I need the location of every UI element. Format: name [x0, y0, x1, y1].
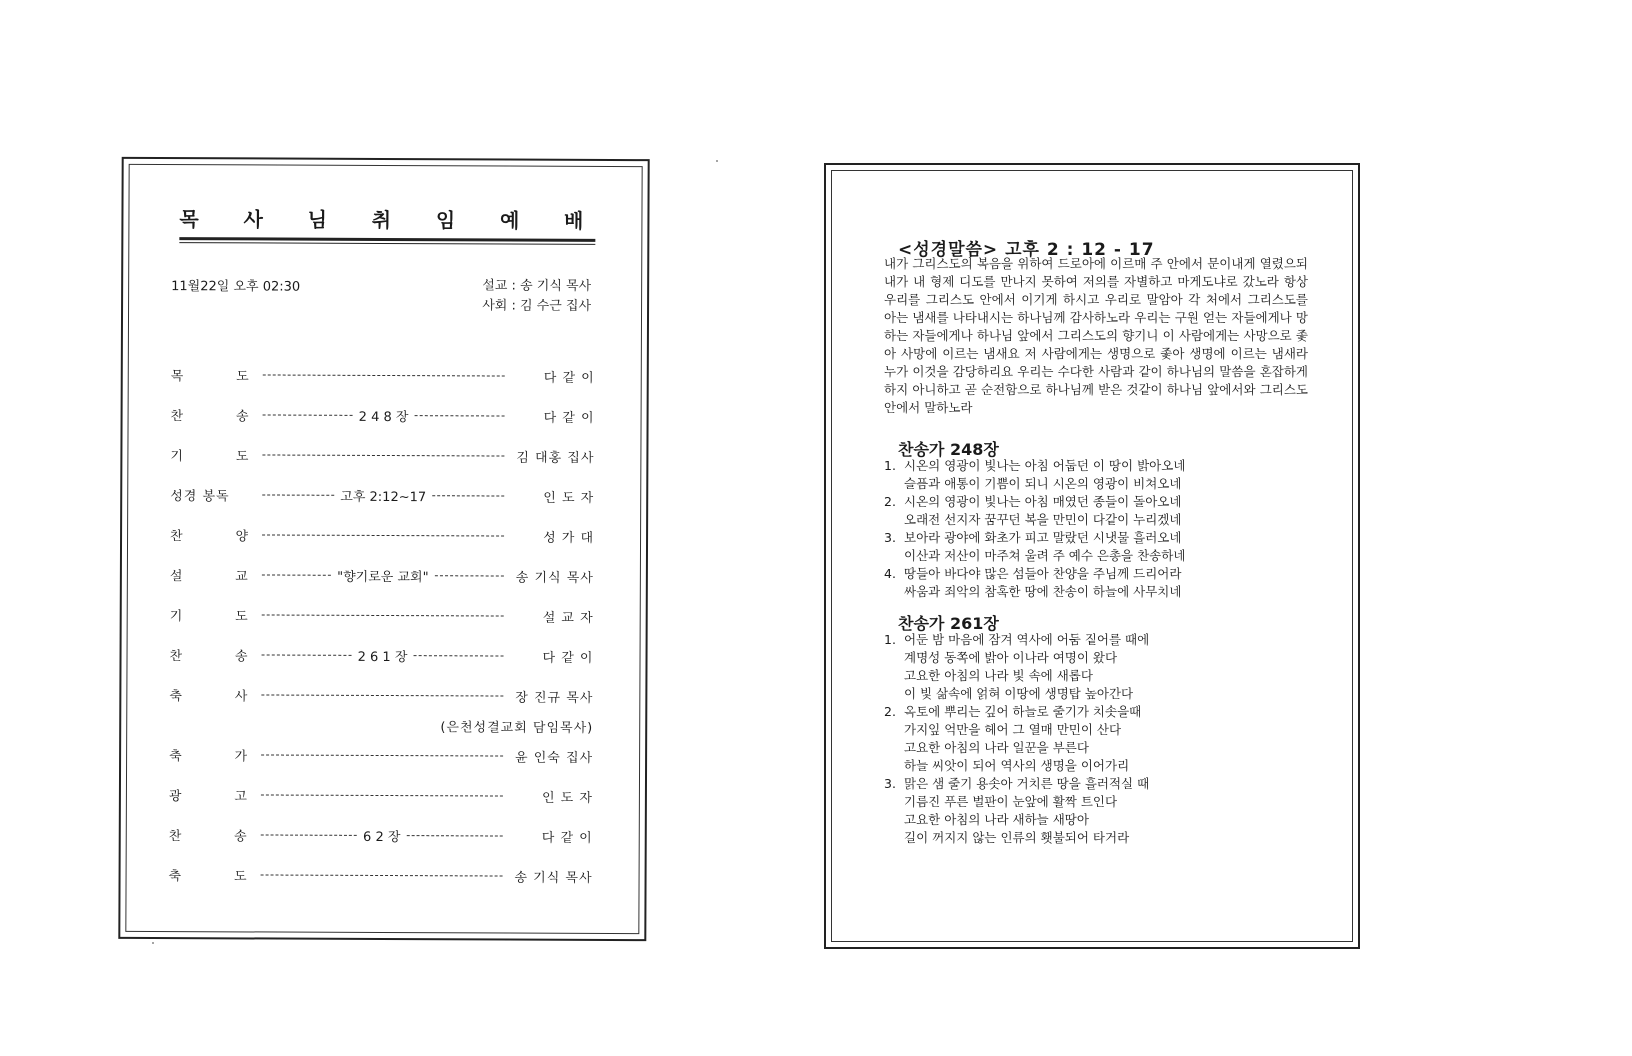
title-underline-thin — [179, 242, 595, 245]
order-item — [171, 405, 257, 424]
order-detail: 2 4 8 장 — [358, 409, 409, 425]
order-leader: 다 같 이 — [541, 830, 593, 846]
preacher: 설교 : 송 기식 목사 — [482, 278, 592, 294]
order-item-label: 성경 봉독 — [170, 488, 230, 504]
dotted-leader — [261, 645, 503, 665]
lyric-line: 시온의 영광이 빛나는 아침 매였던 종들이 돌아오네 — [904, 494, 1182, 509]
order-item-label: 찬 — [168, 828, 182, 844]
order-item-label: 도 — [235, 608, 248, 624]
order-row — [169, 634, 593, 676]
lyric-line: 계명성 동쪽에 밝아 이나라 여명이 왔다 — [904, 650, 1118, 665]
lyric-line: 고요한 아침의 나라 새하늘 새땅아 — [904, 812, 1089, 827]
order-item — [169, 785, 255, 804]
dotted-leader — [262, 565, 504, 585]
lyric-line: 길이 꺼지지 않는 인류의 횃불되어 타거라 — [904, 830, 1130, 845]
order-row — [171, 354, 595, 396]
scripture-text: 내가 그리스도의 복음을 위하여 드로아에 이르매 주 안에서 문이내게 열렸으되 내가 내 형제 디도를 만나지 못하여 저의를 자별하고 마게도냐로 갔노라 항상 우리를 그리스도 안에서 이기게 하시고 우리로 말암아 각 처에서 그리스도를 아는 냄새를 나타내시는 하나님께 감사하노라 우리는 구원 얻는 자들에게나 망하는 자들에게나 하나님 앞에서 그리스도의 향기니 이 사람에게는 사망으로 좇아 사망에 이르는 냄새요 저 사람에게는 생명으로 좇아 생명에 이르는 냄새라 누가 이것을 감당하리요 우리는 수다한 사람과 같이 하나님의 말씀을 혼잡하게 하지 아니하고 곧 순전함으로 하나님께 받은 것같이 하나님 앞에서와 그리스도 안에서 말하노라 — [884, 256, 1308, 415]
order-leader: 인 도 자 — [543, 490, 595, 506]
order-row — [170, 434, 594, 476]
scripture-title: <성경말씀> 고후 2 : 12 - 17 — [898, 240, 1155, 260]
order-detail: "향기로운 교회" — [337, 569, 429, 585]
order-row — [170, 394, 594, 436]
verse-number: 2. — [884, 494, 896, 509]
order-leader: 다 같 이 — [543, 370, 595, 386]
order-row — [170, 514, 594, 556]
order-row — [168, 854, 592, 896]
lyric-line: 고요한 아침의 나라 일꾼을 부른다 — [904, 740, 1089, 755]
order-row — [170, 474, 594, 516]
order-leader: 다 같 이 — [543, 410, 595, 426]
scan-speck — [716, 160, 718, 162]
hymn-248-title: 찬송가 248장 — [898, 440, 999, 459]
lyric-line: 땅들아 바다야 많은 섬들아 찬양을 주님께 드리어라 — [904, 566, 1182, 581]
dotted-leader — [261, 694, 503, 696]
title-char: 목 — [179, 207, 201, 232]
title-underline — [179, 237, 595, 242]
title-char: 배 — [564, 208, 586, 233]
title-char: 예 — [499, 208, 522, 233]
order-item-label: 목 — [170, 368, 184, 384]
order-row — [169, 734, 593, 776]
order-detail: 6 2 장 — [363, 829, 401, 845]
order-item — [170, 605, 256, 624]
presider: 사회 : 김 수근 집사 — [482, 298, 592, 314]
order-detail: 2 6 1 장 — [357, 649, 408, 665]
order-item — [170, 485, 256, 504]
order-leader: 윤 인숙 집사 — [514, 750, 594, 766]
verse-number: 1. — [884, 632, 896, 647]
lyric-line: 하늘 씨앗이 되어 역사의 생명을 이어가리 — [904, 758, 1130, 773]
order-item — [170, 445, 256, 464]
order-leader: 송 기식 목사 — [515, 570, 594, 586]
lyric-line: 시온의 영광이 빛나는 아침 어둡던 이 땅이 밝아오네 — [904, 458, 1186, 473]
lyric-line: 보아라 광야에 화초가 피고 말랐던 시냇물 흘러오네 — [904, 530, 1182, 545]
hymn-261-title: 찬송가 261장 — [898, 614, 999, 633]
page-title — [179, 203, 585, 234]
order-detail: 고후 2:12~17 — [340, 489, 427, 505]
order-item-label: 도 — [233, 868, 247, 884]
hymn-verse — [884, 631, 1324, 703]
order-item-label: 축 — [169, 688, 182, 704]
scripture-hymn-page — [824, 163, 1360, 949]
dotted-leader — [262, 485, 504, 505]
order-item-label: 사 — [234, 688, 248, 704]
order-item-label: 송 — [235, 408, 249, 424]
verse-number: 3. — [884, 776, 896, 791]
dotted-leader — [261, 754, 503, 756]
order-leader: 장 진규 목사 — [515, 690, 594, 706]
order-row — [169, 814, 593, 856]
order-item-label: 도 — [236, 368, 249, 384]
dotted-leader — [263, 405, 505, 425]
lyric-line: 가지잎 억만을 헤어 그 열매 만민이 산다 — [904, 722, 1122, 737]
service-date: 11월22일 오후 02:30 — [171, 279, 301, 295]
title-char: 님 — [307, 207, 330, 232]
dotted-leader — [263, 374, 505, 376]
order-item — [169, 865, 255, 884]
title-char: 취 — [371, 207, 394, 233]
lyric-line: 기름진 푸른 벌판이 눈앞에 활짝 트인다 — [904, 794, 1118, 809]
order-item — [169, 745, 255, 764]
order-leader: 인 도 자 — [541, 790, 593, 806]
order-item-label: 찬 — [169, 648, 183, 664]
order-row — [170, 594, 594, 636]
order-item-label: 고 — [234, 788, 247, 804]
order-leader: 설 교 자 — [542, 610, 594, 626]
lyric-line: 맑은 샘 줄기 용솟아 거치른 땅을 흘러적실 때 — [904, 776, 1150, 791]
order-leader-note: (은천성결교회 담임목사) — [440, 719, 594, 736]
order-row-note — [169, 714, 593, 736]
order-item — [169, 825, 255, 844]
order-item-label: 기 — [169, 608, 183, 624]
order-leader: 성 가 대 — [543, 530, 595, 546]
scan-speck — [152, 942, 154, 944]
order-of-service — [168, 354, 594, 896]
order-item-label: 교 — [235, 568, 248, 584]
dotted-leader — [262, 454, 504, 456]
lyric-line: 오래전 선지자 꿈꾸던 복을 만민이 다같이 누리겠네 — [904, 512, 1182, 527]
order-row — [169, 674, 593, 716]
order-item-label: 양 — [235, 528, 249, 544]
order-item-label: 찬 — [170, 528, 183, 544]
hymn-verse — [884, 565, 1324, 601]
dotted-leader — [261, 794, 503, 796]
verse-number: 4. — [884, 566, 896, 581]
order-item-label: 축 — [169, 748, 182, 764]
hymn-261-lyrics — [884, 631, 1324, 847]
hymn-248-lyrics — [884, 457, 1324, 601]
title-char: 임 — [435, 208, 458, 233]
order-leader: 다 같 이 — [542, 650, 594, 666]
lyric-line: 고요한 아침의 나라 빛 속에 새롭다 — [904, 668, 1093, 683]
hymn-verse — [884, 493, 1324, 529]
order-item — [170, 525, 256, 544]
order-item-label: 광 — [168, 788, 182, 804]
verse-number: 2. — [884, 704, 896, 719]
dotted-leader — [261, 874, 503, 876]
order-item-label: 가 — [234, 748, 248, 764]
order-item-label: 기 — [170, 448, 183, 464]
lyric-line: 이 빛 삶속에 얽혀 이땅에 생명탑 높아간다 — [904, 686, 1134, 701]
order-row — [169, 774, 593, 816]
lyric-line: 옥토에 뿌리는 깊어 하늘로 줄기가 치솟을때 — [904, 704, 1142, 719]
order-item-label: 도 — [235, 448, 249, 464]
hymn-verse — [884, 529, 1324, 565]
dotted-leader — [262, 534, 504, 536]
order-item-label: 송 — [234, 828, 247, 844]
lyric-line: 슬픔과 애통이 기쁨이 되니 시온의 영광이 비쳐오네 — [904, 476, 1182, 491]
order-leader: 송 기식 목사 — [514, 870, 593, 886]
lyric-line: 어둔 밤 마음에 잠겨 역사에 어둠 짙어를 때에 — [904, 632, 1150, 647]
hymn-verse — [884, 703, 1324, 775]
title-char: 사 — [243, 207, 265, 232]
verse-number: 3. — [884, 530, 896, 545]
order-item — [170, 565, 256, 584]
order-item — [169, 645, 255, 664]
dotted-leader — [261, 825, 503, 845]
service-order-page — [118, 157, 649, 941]
order-leader: 김 대홍 집사 — [516, 450, 595, 466]
order-row — [170, 554, 594, 596]
hymn-verse — [884, 775, 1324, 847]
order-item-label: 축 — [168, 868, 182, 884]
order-item-label: 찬 — [170, 408, 184, 424]
verse-number: 1. — [884, 458, 896, 473]
officiants — [482, 276, 591, 316]
hymn-verse — [884, 457, 1324, 493]
order-item — [171, 365, 257, 384]
lyric-line: 이산과 저산이 마주쳐 울려 주 예수 은총을 찬송하네 — [904, 548, 1186, 563]
lyric-line: 싸움과 죄악의 참혹한 땅에 찬송이 하늘에 사무치네 — [904, 584, 1182, 599]
order-item — [169, 685, 255, 704]
dotted-leader — [262, 614, 504, 616]
order-item-label: 설 — [169, 568, 183, 584]
order-item-label: 송 — [234, 648, 248, 664]
